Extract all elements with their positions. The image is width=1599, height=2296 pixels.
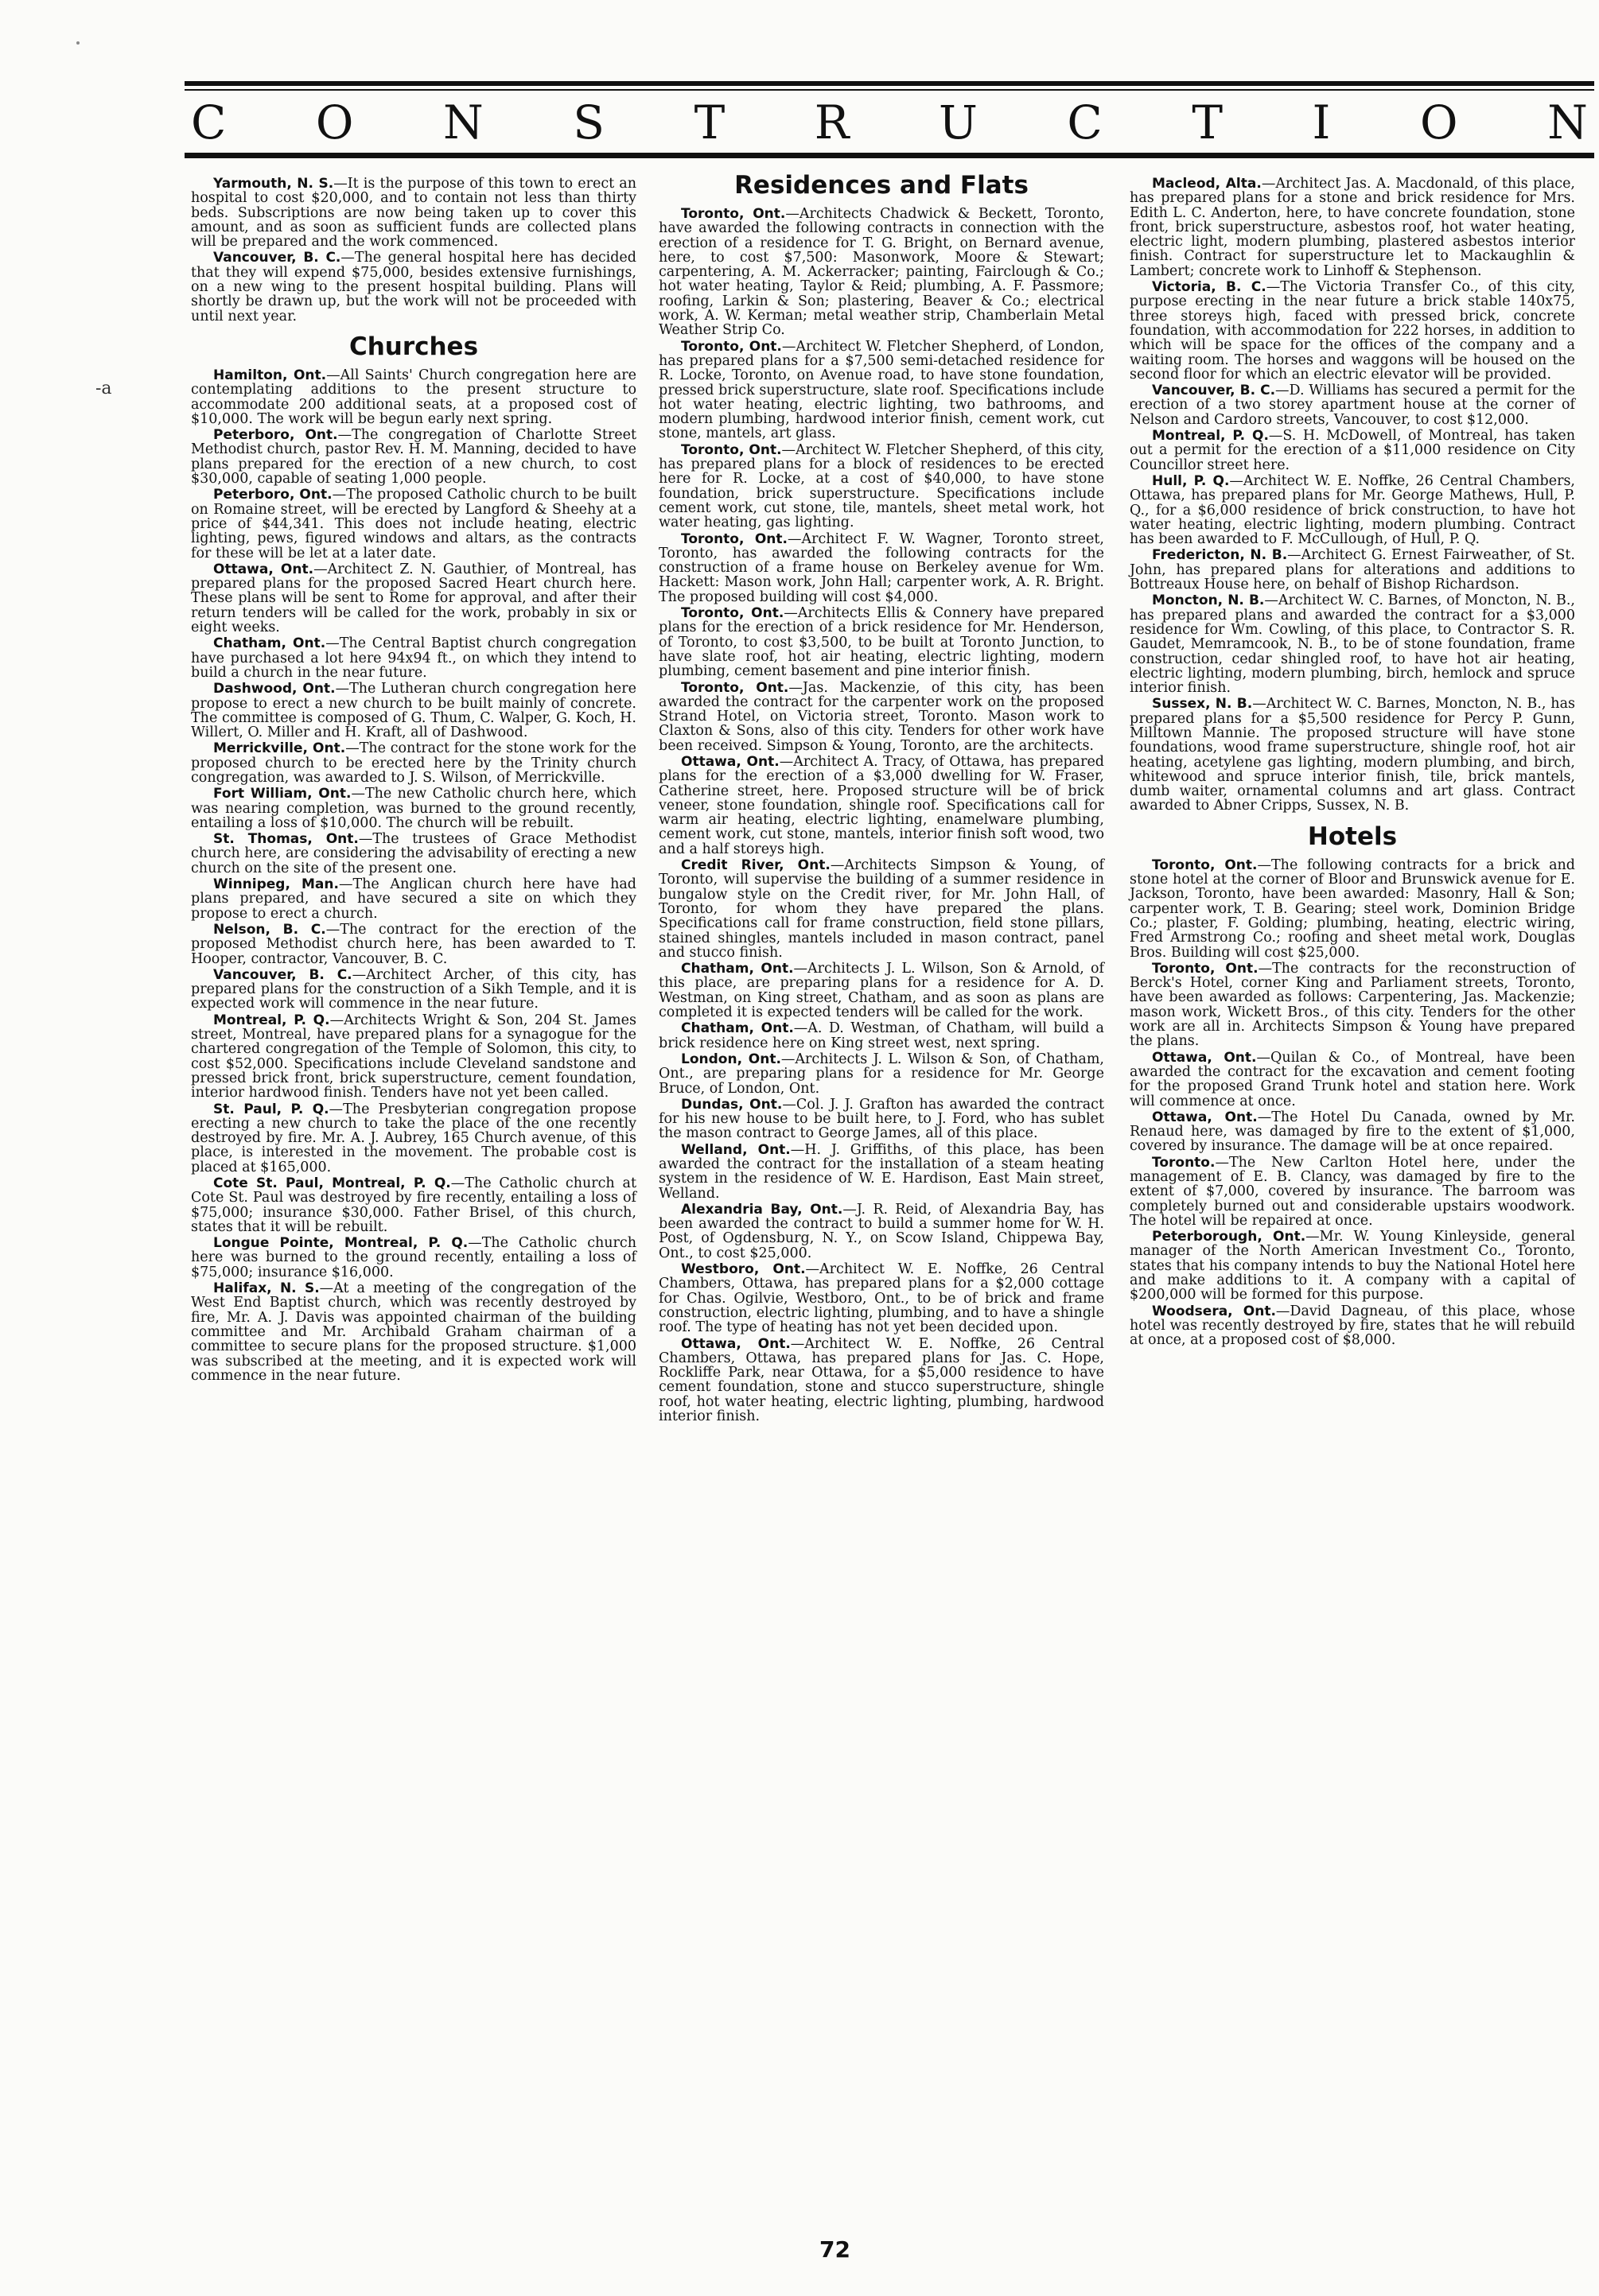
news-item <box>1130 280 1575 382</box>
news-item-place: Hamilton, Ont. <box>213 367 327 383</box>
news-item-text: —Architect W. Fletcher Shepherd, of London, has prepared plans for a $7,500 semi-detached residence for R. Locke, Toronto, on Avenue road, to have stone foundation, pressed brick superstructure, slate roof. Specifications include hot water heating, electric lighting, two bathrooms, and modern plumbing, hardwood interior finish, cement work, cut stone, mantels, art glass. <box>659 338 1104 442</box>
news-item-text: —The following contracts for a brick and stone hotel at the corner of Bloor and Brunswick avenue for E. Jackson, Toronto, have been awarded: Masonry, Hall & Son; carpenter work, T. B. Gearing; steel work, Dominion Bridge Co.; plaster, F. Golding; plumbing, heating, electric wiring, Fred Armstrong Co.; roofing and sheet metal work, Douglas Bros. Building will cost $25,000. <box>1130 857 1575 961</box>
news-item-place: Chatham, Ont. <box>681 961 794 977</box>
news-item-text: —The trustees of Grace Methodist church here, are considering the advisability of erecting a new church on the site of the present one. <box>191 831 636 876</box>
news-item-place: Toronto. <box>1152 1154 1216 1171</box>
news-item-place: London, Ont. <box>681 1051 781 1067</box>
news-item <box>659 681 1104 753</box>
news-item-text: —David Dagneau, of this place, whose hotel was recently destroyed by fire, states that he will rebuild at once, at a proposed cost of $8,000. <box>1130 1303 1575 1349</box>
news-item-place: Ottawa, Ont. <box>681 1335 791 1352</box>
news-item-place: Toronto, Ont. <box>681 530 788 547</box>
news-item-place: Woodsera, Ont. <box>1152 1303 1276 1319</box>
news-item-text: —Architects Ellis & Connery have prepared plans for the erection of a brick residence for Mr. Henderson, of Toronto, to cost $3,500, to be built at Toronto Junction, to have slate roof, hot air heating, electric lighting, modern plumbing, cement basement and pine interior finish. <box>659 605 1104 680</box>
news-item-place: Chatham, Ont. <box>681 1020 794 1037</box>
news-item-place: Moncton, N. B. <box>1152 592 1265 609</box>
news-item-text: —Architect W. C. Barnes, of Moncton, N. B., has prepared plans and awarded the contract for a $3,000 residence for Wm. Cowling, of this place, to Contractor S. R. Gaudet, Memramcook, N. B., to be of stone foundation, frame construction, cedar shingled roof, to have hot air heating, electric lighting, modern plumbing, birch, hemlock and spruce interior finish. <box>1130 592 1575 697</box>
news-item-place: Macleod, Alta. <box>1152 176 1262 192</box>
news-item-place: Credit River, Ont. <box>681 857 831 874</box>
news-item <box>1130 1156 1575 1228</box>
news-item <box>1130 1051 1575 1109</box>
news-item-text: —Architect W. E. Noffke, 26 Central Chambers, Ottawa, has prepared plans for Jas. C. Hope, Rockliffe Park, near Ottawa, for a $5,000 residence to have cement foundation, stone and stucco superstructure, shingle roof, hot water heating, electric lighting, plumbing, hardwood interior finish. <box>659 1335 1104 1425</box>
masthead-letter: S <box>573 95 605 150</box>
news-item-place: Toronto, Ont. <box>1152 857 1258 873</box>
news-item-text: —The Anglican church here have had plans prepared, and have secured a site on which they propose to erect a church. <box>191 876 636 922</box>
news-item-text: —The contracts for the reconstruction of Berck's Hotel, corner King and Parliament streets, Toronto, have been awarded as follows: Carpentering, Jas. Mackenzie; mason work, Wickett Bros., of this city. Tenders for the other work are all in. Architects Simpson & Young have prepared the plans. <box>1130 960 1575 1050</box>
news-item-text: —Architect F. W. Wagner, Toronto street, Toronto, has awarded the following contracts for the construction of a frame house on Berkeley avenue for Wm. Hackett: Mason work, John Hall; carpenter work, A. R. Bright. The proposed building will cost $4,000. <box>659 530 1104 605</box>
news-item <box>659 1097 1104 1141</box>
news-item-text: —At a meeting of the congregation of the West End Baptist church, which was recently destroyed by fire, Mr. A. J. Davis was appointed chairman of the building committee and Mr. Archibald Graham chairman of a committee to secure plans for the proposed structure. $1,000 was subscribed at the meeting, and it is expected work will commence in the near future. <box>191 1280 636 1384</box>
news-item <box>1130 593 1575 695</box>
news-item <box>191 741 636 785</box>
column-1 <box>191 177 636 1385</box>
news-item-place: Merrickville, Ont. <box>213 740 346 757</box>
stray-dot <box>76 41 80 45</box>
news-item <box>191 1013 636 1101</box>
news-item <box>1130 1230 1575 1302</box>
news-item-place: Alexandria Bay, Ont. <box>681 1201 843 1218</box>
news-item-text: —Quilan & Co., of Montreal, have been awarded the contract for the excavation and cement footing for the proposed Grand Trunk hotel and station here. Work will commence at once. <box>1130 1049 1575 1109</box>
news-item <box>191 1281 636 1383</box>
news-item <box>1130 474 1575 546</box>
news-item-text: —The Victoria Transfer Co., of this city, purpose erecting in the near future a brick stable 140x75, three storeys high, faced with pressed brick, concrete foundation, with accommodation for 222 horses, in addition to which will be space for the offices of the company and a waiting room. The horses and waggons will be housed on the second floor for which an electric elevator will be provided. <box>1130 279 1576 383</box>
news-item <box>191 428 636 486</box>
news-item-place: Fort William, Ont. <box>213 786 352 802</box>
masthead-letter: C <box>1067 95 1103 150</box>
masthead-letter: N <box>1547 95 1588 150</box>
news-item-text: —Mr. W. Young Kinleyside, general manager of the North American Investment Co., Toronto, states that his company intends to buy the National Hotel here and make additions to it. A company with a capital of $200,000 will be formed for this purpose. <box>1130 1229 1575 1303</box>
news-item-place: St. Thomas, Ont. <box>213 831 359 848</box>
news-item-text: —Architect A. Tracy, of Ottawa, has prepared plans for the erection of a $3,000 dwelling for W. Fraser, Catherine street, here. Proposed structure will be of brick veneer, stone foundation, shingle roof. Specifications call for warm air heating, electric lighting, enamelware plumbing, cement work, cut stone, mantels, interior finish soft wood, two and a half storeys high. <box>659 753 1105 857</box>
news-item <box>1130 697 1575 813</box>
masthead-letter: N <box>443 95 484 150</box>
news-item-text: —Architect Jas. A. Macdonald, of this place, has prepared plans for a stone and brick residence for Mrs. Edith L. C. Anderton, here, to have concrete foundation, stone front, brick superstructure, asbestos roof, hot water heating, electric light, modern plumbing, plastered asbestos interior finish. Contract for superstructure let to Mackaughlin & Lambert; concrete work to Linhoff & Stephenson. <box>1130 176 1575 279</box>
news-item <box>659 1143 1104 1201</box>
news-item-place: Vancouver, B. C. <box>213 250 341 266</box>
masthead-letter: U <box>938 95 978 150</box>
news-item <box>659 1202 1104 1261</box>
news-item-text: —Architect Archer, of this city, has prepared plans for the construction of a Sikh Temple, and it is expected work will commence in the near future. <box>191 966 636 1012</box>
masthead-letter: O <box>315 95 354 150</box>
section-heading: Churches <box>348 332 479 361</box>
masthead-letter: O <box>1420 95 1458 150</box>
masthead-rule-thin <box>185 89 1594 91</box>
news-item-text: —The Catholic church here was burned to the ground recently, entailing a loss of $75,000; insurance $16,000. <box>191 1235 636 1280</box>
news-item-text: —The Central Baptist church congregation have purchased a lot here 94x94 ft., on which they intend to build a church in the near future. <box>191 635 636 681</box>
news-item-text: —The proposed Catholic church to be built on Romaine street, will be erected by Langford & Sheehy at a price of $44,341. This does not include heating, electric lighting, pews, figured windows and altars, as the contracts for these will be let at a later date. <box>191 487 636 561</box>
margin-mark: -a <box>95 379 112 398</box>
news-item-place: Ottawa, Ont. <box>681 753 780 770</box>
news-item <box>659 962 1104 1020</box>
news-item-text: —The Hotel Du Canada, owned by Mr. Renaud here, was damaged by fire to the extent of $1,000, covered by insurance. The damage will be at once repaired. <box>1130 1109 1575 1155</box>
news-item-place: Toronto, Ont. <box>681 679 789 696</box>
news-item <box>659 1052 1104 1096</box>
news-item-place: Welland, Ont. <box>681 1141 791 1158</box>
news-item-place: Sussex, N. B. <box>1152 696 1253 713</box>
news-item <box>659 443 1104 530</box>
news-item-place: Dundas, Ont. <box>681 1096 783 1113</box>
news-item-place: Toronto, Ont. <box>681 338 782 355</box>
news-item-text: —S. H. McDowell, of Montreal, has taken out a permit for the erection of a $11,000 residence on City Councillor street here. <box>1130 428 1575 473</box>
news-item <box>191 562 636 635</box>
news-item-text: —Architects Chadwick & Beckett, Toronto, have awarded the following contracts in connection with the erection of a residence for T. G. Bright, on Bernard avenue, here, to cost $7,500: Masonwork, Moore & Stewart; carpentering, A. M. Ackerracker; painting, Fairclough & Co.; hot water heating, Taylor & Reid; plumbing, A. F. Passmore; roofing, Larkin & Son; plastering, Beaver & Co.; electrical work, A. W. Kerman; metal weather strip, Chamberlain Metal Weather Strip Co. <box>659 206 1104 339</box>
news-item-text: —It is the purpose of this town to erect an hospital to cost $20,000, and to contain not less than thirty beds. Subscriptions are now being taken up to cover this amount, and as soon as sufficient funds are collected plans will be prepared and the work commenced. <box>191 176 636 251</box>
news-item-place: Toronto, Ont. <box>681 605 784 622</box>
news-item <box>659 532 1104 604</box>
news-item <box>1130 962 1575 1049</box>
news-item-text: —The congregation of Charlotte Street Methodist church, pastor Rev. H. M. Manning, decided to have plans prepared for the erection of a new church, to cost $30,000, capable of seating 1,000 people. <box>191 427 636 488</box>
news-item-place: Vancouver, B. C. <box>213 966 352 983</box>
news-item <box>1130 429 1575 472</box>
masthead-letter: I <box>1312 95 1331 150</box>
news-item-text: —Architects J. L. Wilson, Son & Arnold, of this place, are preparing plans for a residence for A. D. Westman, on King street, Chatham, and as soon as plans are completed it is expected tenders will be called for the work. <box>659 961 1104 1021</box>
news-item-place: Chatham, Ont. <box>213 635 326 652</box>
news-item-place: Montreal, P. Q. <box>213 1012 330 1028</box>
news-item-place: Dashwood, Ont. <box>213 681 336 697</box>
news-item <box>191 1176 636 1234</box>
news-item-place: Toronto, Ont. <box>681 441 782 458</box>
news-item-text: —Architects J. L. Wilson & Son, of Chatham, Ont., are preparing plans for a residence for Mr. George Bruce, of London, Ont. <box>659 1051 1104 1097</box>
news-item <box>191 923 636 966</box>
news-item-place: Toronto, Ont. <box>681 206 786 222</box>
news-item-place: Vancouver, B. C. <box>1152 383 1276 399</box>
news-item-text: —Architect W. C. Barnes, Moncton, N. B., has prepared plans for a $5,500 residence for Percy P. Gunn, Milltown Mannie. The proposed structure will have stone foundations, wood frame superstructure, shingle roof, hot air heating, acetylene gas lighting, modern plumbing, and birch, whitewood and spruce interior finish, tile, brick mantels, dumb waiter, ornamental columns and art glass. Contract awarded to Abner Cripps, Sussex, N. B. <box>1130 696 1575 814</box>
news-item <box>1130 383 1575 427</box>
news-item-place: Fredericton, N. B. <box>1152 547 1288 564</box>
news-item <box>191 787 636 830</box>
news-item <box>659 755 1104 857</box>
news-item <box>1130 177 1575 278</box>
news-item-text: —The general hospital here has decided that they will expend $75,000, besides extensive furnishings, on a new wing to the present hospital building. Plans will shortly be drawn up, but the work will not be proceeded with until next year. <box>191 250 636 324</box>
news-item-place: Westboro, Ont. <box>681 1261 806 1278</box>
news-item-text: —A. D. Westman, of Chatham, will build a brick residence here on King street west, next spring. <box>659 1020 1104 1051</box>
masthead-letter: C <box>191 95 227 150</box>
news-item <box>191 488 636 560</box>
news-item <box>191 1102 636 1175</box>
news-item-text: —The Lutheran church congregation here propose to erect a new church to be built mainly of concrete. The committee is composed of G. Thum, C. Walper, G. Koch, H. Willert, O. Miller and H. Kraft, all of Dashwood. <box>191 681 636 741</box>
news-item-place: Nelson, B. C. <box>213 921 326 938</box>
news-item-text: —Architect Z. N. Gauthier, of Montreal, has prepared plans for the proposed Sacred Heart church here. These plans will be sent to Rome for approval, and after their return tenders will be called for the work, probably in six or eight weeks. <box>191 561 636 636</box>
news-item-text: —All Saints' Church congregation here are contemplating additions to the present structure to accommodate 200 additional seats, at a proposed cost of $10,000. The work will be begun early next spring. <box>191 367 636 427</box>
news-item-text: —D. Williams has secured a permit for the erection of a two storey apartment house at the corner of Nelson and Cardoro streets, Vancouver, to cost $12,000. <box>1130 383 1575 428</box>
news-item <box>1130 548 1575 592</box>
section-heading: Residences and Flats <box>734 171 1029 200</box>
masthead-rule-top <box>185 81 1594 86</box>
news-item <box>659 1262 1104 1334</box>
news-item <box>1130 1304 1575 1348</box>
news-item-text: —Architect W. E. Noffke, 26 Central Chambers, Ottawa, has prepared plans for Mr. George Mathews, Hull, P. Q., for a $6,000 residence of brick construction, to have hot water heating, electric lighting, modern plumbing. Contract has been awarded to F. McCullough, of Hull, P. Q. <box>1130 472 1575 548</box>
news-item-place: St. Paul, P. Q. <box>213 1101 329 1117</box>
news-item-place: Peterborough, Ont. <box>1152 1229 1306 1245</box>
news-item-place: Peterboro, Ont. <box>213 427 338 444</box>
news-item <box>191 1236 636 1280</box>
masthead-letter: R <box>814 95 850 150</box>
news-item-text: —The Catholic church at Cote St. Paul was destroyed by fire recently, entailing a loss of $75,000; insurance $30,000. Father Brisel, of this church, states that it will be rebuilt. <box>191 1175 637 1235</box>
news-item-place: Cote St. Paul, Montreal, P. Q. <box>213 1175 451 1191</box>
page-number: 72 <box>819 2236 850 2263</box>
news-item <box>1130 858 1575 960</box>
news-item-text: —The Presbyterian congregation propose erecting a new church to take the place of the one recently destroyed by fire. Mr. A. J. Aubrey, 165 Church avenue, of this place, is interested in the movement. The probable cost is placed at $165,000. <box>191 1101 636 1175</box>
news-item-text: —Architects Wright & Son, 204 St. James street, Montreal, have prepared plans for a synagogue for the chartered congregation of the Temple of Solomon, this city, to cost $52,000. Specifications include Cleveland sandstone and pressed brick front, brick superstructure, cement foundation, interior hardwood finish. Tenders have not yet been called. <box>191 1012 636 1101</box>
news-item-text: —Architects Simpson & Young, of Toronto, will supervise the building of a summer residence in bungalow style on the Credit river, for Mr. John Hall, of Toronto, for whom they have prepared the plans. Specifications call for frame construction, field stone pillars, stained shingles, mantels included in mason contract, panel and stucco finish. <box>659 857 1104 961</box>
news-item <box>1130 1110 1575 1154</box>
section-heading: Hotels <box>1307 822 1398 851</box>
news-item <box>191 177 636 249</box>
news-item-place: Longue Pointe, Montreal, P. Q. <box>213 1235 469 1252</box>
news-item-text: —The new Catholic church here, which was nearing completion, was burned to the ground recently, entailing a loss of $10,000. The church will be rebuilt. <box>191 786 636 831</box>
news-item <box>191 682 636 740</box>
news-item-text: —Jas. Mackenzie, of this city, has been awarded the contract for the carpenter work on the proposed Strand Hotel, on Victoria street, Toronto. Mason work to Claxton & Sons, also of this city. Tenders for other work have been received. Simpson & Young, Toronto, are the architects. <box>659 679 1104 754</box>
news-item <box>659 340 1104 441</box>
news-item-place: Ottawa, Ont. <box>1152 1109 1258 1125</box>
masthead <box>185 73 1594 167</box>
news-item-place: Yarmouth, N. S. <box>213 176 334 192</box>
news-item <box>659 1337 1104 1424</box>
masthead-title <box>185 94 1594 151</box>
news-item-place: Peterboro, Ont. <box>213 487 333 503</box>
news-item-text: —The contract for the erection of the proposed Methodist church here, has been awarded to T. Hooper, contractor, Vancouver, B. C. <box>191 921 636 967</box>
news-item-text: —Architect G. Ernest Fairweather, of St. John, has prepared plans for alterations and additions to Bottreaux House here, on behalf of Bishop Richardson. <box>1130 547 1575 593</box>
masthead-letter: T <box>1192 95 1224 150</box>
masthead-letter: T <box>694 95 726 150</box>
news-item-place: Winnipeg, Man. <box>213 876 339 893</box>
news-item-text: —J. R. Reid, of Alexandria Bay, has been awarded the contract to build a summer home for W. H. Post, of Ogdensburg, N. Y., on Scow Island, Chippewa Bay, Ont., to cost $25,000. <box>659 1201 1104 1261</box>
masthead-rule-bottom <box>185 153 1594 158</box>
news-item <box>191 877 636 921</box>
news-item <box>191 832 636 876</box>
news-item-text: —Architect W. Fletcher Shepherd, of this city, has prepared plans for a block of residences to be erected here for R. Locke, at a cost of $40,000, to have stone foundation, brick superstructure. Specifications include cement work, cut stone, tile, mantels, sheet metal work, hot water heating, gas lighting. <box>659 441 1104 531</box>
news-item-place: Ottawa, Ont. <box>213 561 314 577</box>
news-item <box>659 606 1104 678</box>
news-item <box>659 1021 1104 1051</box>
news-item-place: Halifax, N. S. <box>213 1280 320 1297</box>
news-item-place: Toronto, Ont. <box>1152 960 1259 977</box>
news-item-text: —The New Carlton Hotel here, under the management of E. B. Clancy, was damaged by fire to the extent of $7,000, covered by insurance. The barroom was completely burned out and considerable upstairs woodwork. The hotel will be repaired at once. <box>1130 1154 1575 1229</box>
news-item-text: —The contract for the stone work for the proposed church to be erected here by the Trinity church congregation, was awarded to J. S. Wilson, of Merrickville. <box>191 740 636 786</box>
news-item <box>191 968 636 1012</box>
news-item <box>659 207 1104 338</box>
news-item-text: —H. J. Griffiths, of this place, has been awarded the contract for the installation of a steam heating system in the residence of W. E. Hardison, East Main street, Welland. <box>659 1141 1104 1202</box>
news-item-place: Ottawa, Ont. <box>1152 1049 1257 1066</box>
column-3 <box>1130 177 1575 1350</box>
news-item <box>191 368 636 426</box>
news-item-place: Hull, P. Q. <box>1152 472 1230 489</box>
news-item-place: Victoria, B. C. <box>1152 279 1266 296</box>
news-item-text: —Col. J. J. Grafton has awarded the contract for his new house to be built here, to J. Ford, who has sublet the mason contract to George James, all of this place. <box>659 1096 1104 1142</box>
news-item <box>191 636 636 680</box>
column-2 <box>659 172 1104 1425</box>
news-item <box>659 858 1104 960</box>
news-item-place: Montreal, P. Q. <box>1152 428 1269 445</box>
news-item <box>191 251 636 323</box>
news-item-text: —Architect W. E. Noffke, 26 Central Chambers, Ottawa, has prepared plans for a $2,000 cottage for Chas. Ogilvie, Westboro, Ont., to be of brick and frame construction, electric lighting, plumbing, and to have a shingle roof. The type of heating has not yet been decided upon. <box>659 1261 1104 1336</box>
